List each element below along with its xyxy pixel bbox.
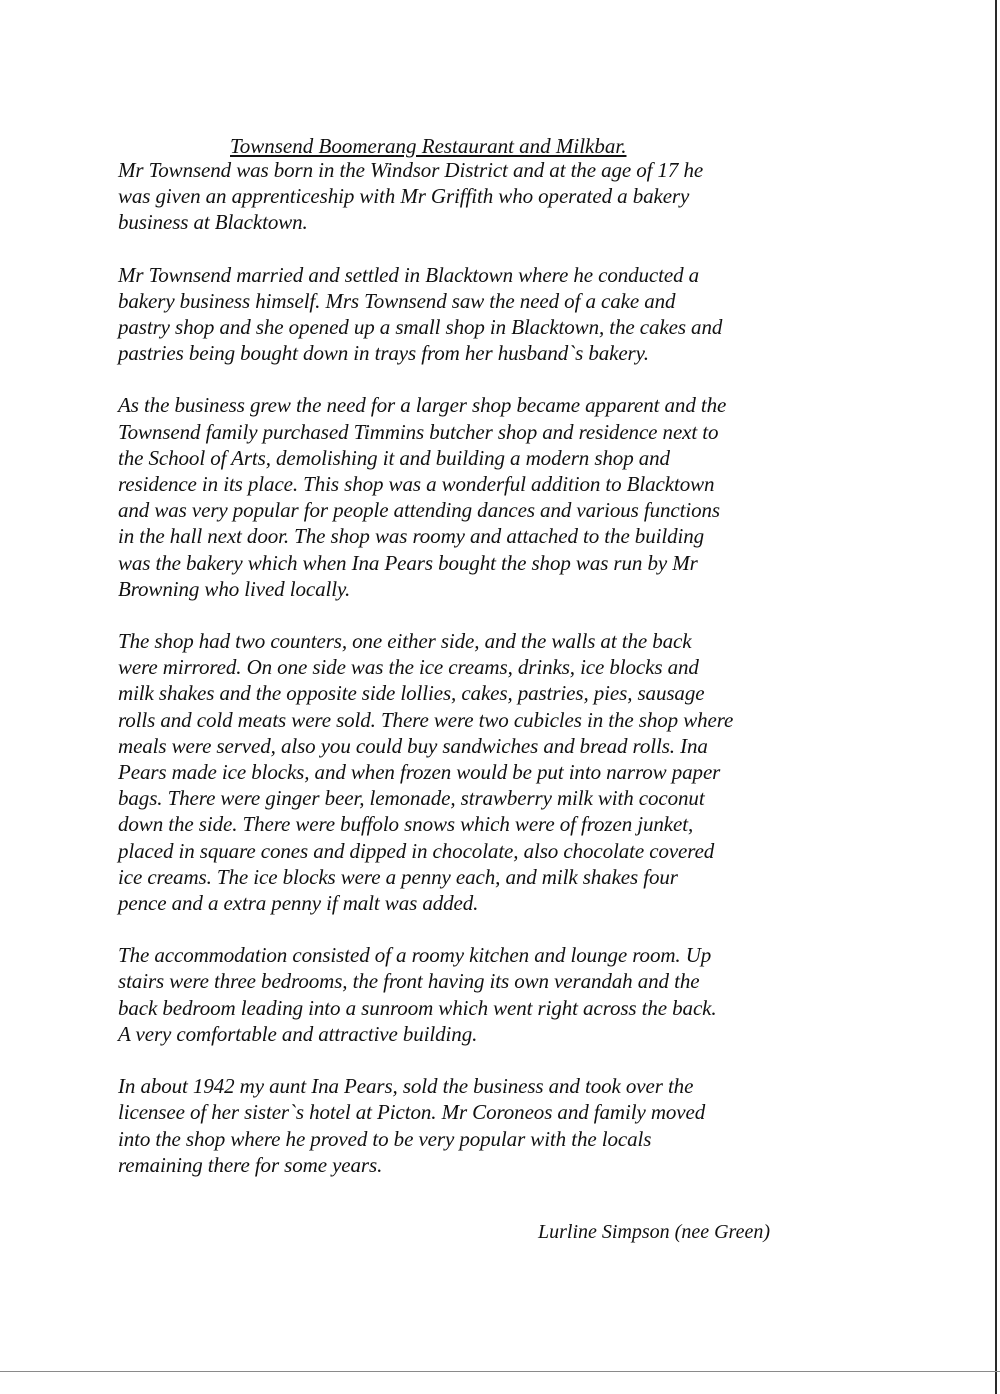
text-line: milk shakes and the opposite side lollies, cakes, pastries, pies, sausage — [118, 681, 705, 706]
text-line: bakery business himself. Mrs Townsend saw the need of a cake and — [118, 288, 676, 313]
text-line: business at Blacktown. — [118, 210, 308, 235]
text-line: down the side. There were buffolo snows which were of frozen junket, — [118, 812, 694, 837]
paragraph-1 — [118, 157, 818, 236]
paragraph-3 — [118, 392, 818, 602]
text-line: back bedroom leading into a sunroom which went right across the back. — [118, 995, 717, 1020]
text-line: placed in square cones and dipped in chocolate, also chocolate covered — [118, 838, 715, 863]
text-line: The shop had two counters, one either side, and the walls at the back — [118, 629, 692, 654]
paragraph-6 — [118, 1073, 818, 1178]
paragraph-4 — [118, 628, 818, 916]
text-line: remaining there for some years. — [118, 1152, 383, 1177]
text-line: licensee of her sister`s hotel at Picton. Mr Coroneos and family moved — [118, 1100, 706, 1125]
text-line: bags. There were ginger beer, lemonade, strawberry milk with coconut — [118, 786, 705, 811]
author-signature: Lurline Simpson (nee Green) — [538, 1221, 770, 1243]
text-line: residence in its place. This shop was a wonderful addition to Blacktown — [118, 472, 715, 497]
text-line: into the shop where he proved to be very popular with the locals — [118, 1126, 652, 1151]
text-line: In about 1942 my aunt Ina Pears, sold the business and took over the — [118, 1074, 694, 1099]
paragraph-5 — [118, 942, 818, 1047]
text-line: pence and a extra penny if malt was added. — [118, 891, 479, 916]
text-line: ice creams. The ice blocks were a penny each, and milk shakes four — [118, 864, 678, 889]
text-line: were mirrored. On one side was the ice creams, drinks, ice blocks and — [118, 655, 699, 680]
text-line: Townsend family purchased Timmins butcher shop and residence next to — [118, 419, 719, 444]
text-line: As the business grew the need for a larger shop became apparent and the — [118, 393, 727, 418]
text-line: Browning who lived locally. — [118, 576, 351, 601]
text-line: pastries being bought down in trays from her husband`s bakery. — [118, 341, 649, 366]
scan-edge-bottom — [0, 1371, 1000, 1372]
text-line: A very comfortable and attractive building. — [118, 1021, 478, 1046]
text-line: Pears made ice blocks, and when frozen would be put into narrow paper — [118, 760, 721, 785]
text-line: pastry shop and she opened up a small shop in Blacktown, the cakes and — [118, 315, 723, 340]
text-line: Mr Townsend married and settled in Blacktown where he conducted a — [118, 262, 700, 287]
text-line: meals were served, also you could buy sandwiches and bread rolls. Ina — [118, 733, 708, 758]
text-line: in the hall next door. The shop was roomy and attached to the building — [118, 524, 705, 549]
text-line: was given an apprenticeship with Mr Griffith who operated a bakery — [118, 184, 690, 209]
text-line: and was very popular for people attending dances and various functions — [118, 498, 720, 523]
paragraph-2 — [118, 262, 818, 367]
text-line: the School of Arts, demolishing it and building a modern shop and — [118, 445, 670, 470]
scan-edge-right — [995, 0, 997, 1394]
text-line: was the bakery which when Ina Pears bought the shop was run by Mr — [118, 550, 698, 575]
text-line: Mr Townsend was born in the Windsor District and at the age of 17 he — [118, 158, 704, 182]
document-body — [118, 157, 818, 1204]
text-line: stairs were three bedrooms, the front having its own verandah and the — [118, 969, 700, 994]
document-title: Townsend Boomerang Restaurant and Milkbar. — [230, 134, 627, 158]
text-line: The accommodation consisted of a roomy kitchen and lounge room. Up — [118, 943, 712, 968]
text-line: rolls and cold meats were sold. There were two cubicles in the shop where — [118, 707, 734, 732]
